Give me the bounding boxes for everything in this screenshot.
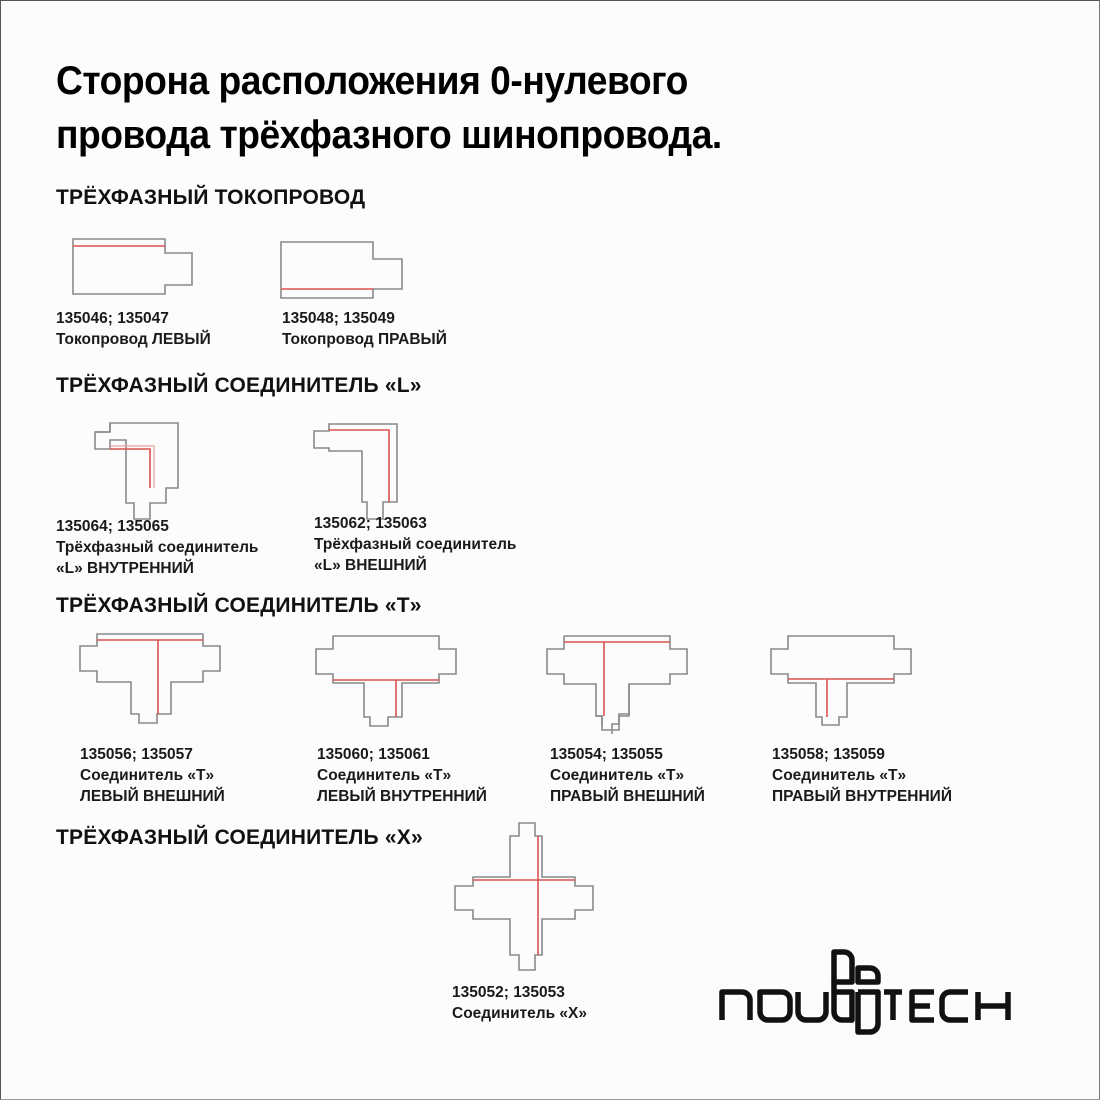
t-connector-right-inner-icon [771, 634, 921, 730]
x-connector-icon [455, 820, 605, 970]
caption-track-right [282, 308, 447, 350]
title-line-1: Сторона расположения 0-нулевого [56, 59, 688, 103]
item-codes: 135046; 135047 [56, 310, 169, 327]
l-connector-inner-icon [94, 422, 184, 522]
item-sublabel: ЛЕВЫЙ ВНУТРЕННИЙ [317, 788, 487, 805]
title-line-2: провода трёхфазного шинопровода. [56, 113, 722, 157]
item-label: Соединитель «T» [772, 767, 907, 784]
caption-t-right-inner [772, 744, 952, 807]
l-connector-outer-icon [312, 422, 402, 522]
item-codes: 135060; 135061 [317, 746, 430, 763]
item-sublabel: ПРАВЫЙ ВНЕШНИЙ [550, 788, 705, 805]
section-heading-l-connector: ТРЁХФАЗНЫЙ СОЕДИНИТЕЛЬ «L» [56, 374, 422, 397]
item-sublabel: ПРАВЫЙ ВНУТРЕННИЙ [772, 788, 952, 805]
t-connector-left-outer-icon [79, 632, 229, 728]
caption-t-left-inner [317, 744, 487, 807]
item-label: Трёхфазный соединитель [314, 536, 517, 553]
item-label: Токопровод ПРАВЫЙ [282, 331, 447, 348]
track-right-icon [280, 241, 405, 301]
t-connector-left-inner-icon [316, 634, 466, 730]
item-codes: 135048; 135049 [282, 310, 395, 327]
caption-l-inner [56, 516, 258, 579]
track-left-icon [72, 238, 197, 298]
item-sublabel: «L» ВНУТРЕННИЙ [56, 560, 194, 577]
item-codes: 135064; 135065 [56, 518, 169, 535]
section-heading-track: ТРЁХФАЗНЫЙ ТОКОПРОВОД [56, 186, 366, 209]
item-sublabel: «L» ВНЕШНИЙ [314, 557, 427, 574]
item-codes: 135062; 135063 [314, 515, 427, 532]
caption-t-left-outer [80, 744, 225, 807]
item-label: Токопровод ЛЕВЫЙ [56, 331, 211, 348]
novotech-logo-icon [712, 946, 1052, 1036]
caption-t-right-outer [550, 744, 705, 807]
t-connector-right-outer-icon [547, 634, 697, 730]
section-heading-x-connector: ТРЁХФАЗНЫЙ СОЕДИНИТЕЛЬ «X» [56, 826, 423, 849]
item-codes: 135056; 135057 [80, 746, 193, 763]
item-label: Трёхфазный соединитель [56, 539, 259, 556]
item-sublabel: ЛЕВЫЙ ВНЕШНИЙ [80, 788, 225, 805]
section-heading-t-connector: ТРЁХФАЗНЫЙ СОЕДИНИТЕЛЬ «T» [56, 594, 422, 617]
item-codes: 135052; 135053 [452, 984, 565, 1001]
caption-track-left [56, 308, 211, 350]
item-label: Соединитель «T» [550, 767, 685, 784]
caption-l-outer [314, 513, 516, 576]
page-title [56, 54, 722, 162]
item-label: Соединитель «T» [317, 767, 452, 784]
item-codes: 135054; 135055 [550, 746, 663, 763]
item-label: Соединитель «T» [80, 767, 215, 784]
caption-x [452, 982, 587, 1024]
item-label: Соединитель «X» [452, 1005, 588, 1022]
item-codes: 135058; 135059 [772, 746, 885, 763]
